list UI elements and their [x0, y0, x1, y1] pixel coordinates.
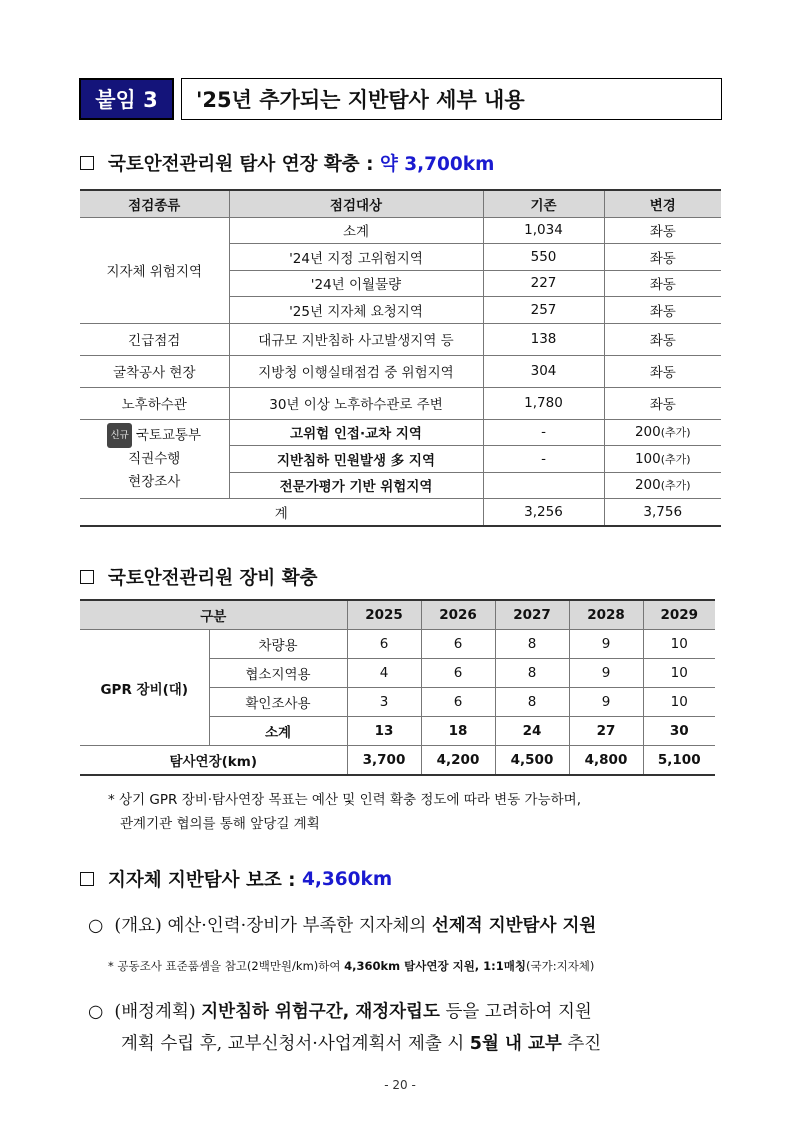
category-line2: 직권수행: [128, 451, 181, 468]
sub-note-suffix: (국가:지자체): [526, 959, 595, 973]
value-cell: 8: [495, 659, 569, 688]
col-header: 구분: [80, 600, 347, 630]
section1-heading: [80, 150, 494, 176]
circle-bullet-icon: ○: [88, 916, 104, 936]
sub-note-prefix: * 공동조사 표준품셈을 참고(2백만원/km)하여: [108, 959, 345, 973]
change-value: 100: [634, 450, 661, 467]
existing-cell: [483, 472, 604, 499]
change-cell: 좌동: [604, 297, 721, 324]
target-cell: 고위험 인접·교차 지역: [229, 419, 483, 446]
row-label: 소계: [209, 717, 347, 746]
existing-cell: 257: [483, 297, 604, 324]
value-cell: 4,500: [495, 746, 569, 776]
value-cell: 10: [643, 659, 715, 688]
change-cell: [604, 446, 721, 473]
value-cell: 13: [347, 717, 421, 746]
col-header: 2027: [495, 600, 569, 630]
change-cell: 좌동: [604, 323, 721, 355]
col-header: 2026: [421, 600, 495, 630]
total-existing: 3,256: [483, 499, 604, 526]
col-header: 2028: [569, 600, 643, 630]
section2-title: 국토안전관리원 장비 확충: [108, 568, 318, 589]
note-line2: 관계기관 협의를 통해 앞당길 계획: [120, 816, 320, 832]
col-header: 2025: [347, 600, 421, 630]
value-cell: 10: [643, 630, 715, 659]
checkbox-square-icon: [80, 570, 94, 584]
col-header: 변경: [604, 190, 721, 217]
section3-title: 지자체 지반탐사 보조 :: [108, 870, 296, 891]
section1-title: 국토안전관리원 탐사 연장 확충 :: [108, 154, 374, 175]
existing-cell: 304: [483, 355, 604, 387]
sub-note-bold: 4,360km 탐사연장 지원, 1:1매칭: [344, 959, 526, 973]
change-cell: [604, 472, 721, 499]
existing-cell: 1,780: [483, 387, 604, 419]
distance-label: 탐사연장(km): [80, 746, 347, 776]
new-badge: 신규: [107, 423, 131, 448]
change-suffix: (추가): [660, 452, 691, 466]
value-cell: 9: [569, 659, 643, 688]
value-cell: 4: [347, 659, 421, 688]
category-line1: 국토교통부: [135, 427, 202, 444]
bullet-text: (배정계획): [114, 1002, 202, 1022]
target-cell: 지반침하 민원발생 多 지역: [229, 446, 483, 473]
section2-heading: [80, 564, 317, 590]
page-title: '25년 추가되는 지반탐사 세부 내용: [181, 78, 722, 120]
target-cell: '24년 이월물량: [229, 270, 483, 297]
checkbox-square-icon: [80, 156, 94, 170]
row-label: 협소지역용: [209, 659, 347, 688]
value-cell: 27: [569, 717, 643, 746]
category-line3: 현장조사: [128, 474, 181, 491]
change-value: 200: [634, 477, 661, 494]
target-cell: '24년 지정 고위험지역: [229, 244, 483, 271]
existing-cell: -: [483, 419, 604, 446]
category-cell: 굴착공사 현장: [80, 355, 229, 387]
existing-cell: 138: [483, 323, 604, 355]
bullet-text: 계획 수립 후, 교부신청서·사업계획서 제출 시: [121, 1034, 470, 1054]
category-cell: 긴급점검: [80, 323, 229, 355]
bullet-text: (개요) 예산·인력·장비가 부족한 지자체의: [114, 916, 432, 936]
change-value: 200: [634, 424, 661, 441]
value-cell: 8: [495, 688, 569, 717]
section3-highlight: 4,360km: [302, 868, 393, 890]
target-cell: 30년 이상 노후하수관로 주변: [229, 387, 483, 419]
category-cell-new: [80, 419, 229, 499]
col-header: 기존: [483, 190, 604, 217]
existing-cell: -: [483, 446, 604, 473]
existing-cell: 550: [483, 244, 604, 271]
note-line1: * 상기 GPR 장비·탐사연장 목표는 예산 및 인력 확충 정도에 따라 변동 가능하며,: [108, 792, 581, 808]
col-header: 점검대상: [229, 190, 483, 217]
bullet-plan: [88, 996, 601, 1060]
change-cell: 좌동: [604, 387, 721, 419]
existing-cell: 227: [483, 270, 604, 297]
change-cell: 좌동: [604, 355, 721, 387]
category-cell: 노후하수관: [80, 387, 229, 419]
bullet-overview: [88, 912, 596, 937]
inspection-table: [80, 189, 721, 527]
value-cell: 6: [421, 630, 495, 659]
checkbox-square-icon: [80, 872, 94, 886]
value-cell: 10: [643, 688, 715, 717]
circle-bullet-icon: ○: [88, 1002, 104, 1022]
value-cell: 6: [421, 659, 495, 688]
section3-heading: [80, 866, 392, 892]
change-suffix: (추가): [660, 426, 691, 440]
category-cell: 지자체 위험지역: [80, 217, 229, 323]
equipment-table: [80, 599, 715, 776]
sub-note: [108, 958, 594, 974]
gpr-group-label: GPR 장비(대): [80, 630, 209, 746]
target-cell: 지방청 이행실태점검 중 위험지역: [229, 355, 483, 387]
value-cell: 4,800: [569, 746, 643, 776]
value-cell: 6: [421, 688, 495, 717]
value-cell: 6: [347, 630, 421, 659]
value-cell: 9: [569, 688, 643, 717]
total-change: 3,756: [604, 499, 721, 526]
value-cell: 3: [347, 688, 421, 717]
bullet-bold: 선제적 지반탐사 지원: [431, 916, 597, 936]
change-cell: 좌동: [604, 244, 721, 271]
target-cell: 대규모 지반침하 사고발생지역 등: [229, 323, 483, 355]
existing-cell: 1,034: [483, 217, 604, 244]
bullet-bold: 5월 내 교부: [469, 1034, 562, 1054]
equipment-note: [108, 788, 581, 836]
section1-highlight: 약 3,700km: [379, 154, 495, 175]
value-cell: 9: [569, 630, 643, 659]
page-number: - 20 -: [384, 1078, 416, 1092]
value-cell: 5,100: [643, 746, 715, 776]
bullet-bold: 지반침하 위험구간, 재정자립도: [201, 1002, 440, 1022]
bullet-text: 등을 고려하여 지원: [439, 1002, 592, 1022]
change-cell: 좌동: [604, 270, 721, 297]
value-cell: 30: [643, 717, 715, 746]
target-cell: '25년 지자체 요청지역: [229, 297, 483, 324]
col-header: 점검종류: [80, 190, 229, 217]
target-cell: 전문가평가 기반 위험지역: [229, 472, 483, 499]
value-cell: 24: [495, 717, 569, 746]
change-cell: [604, 419, 721, 446]
attachment-tag: 붙임 3: [79, 78, 174, 120]
bullet-text: 추진: [561, 1034, 602, 1054]
target-cell: 소계: [229, 217, 483, 244]
total-label: 계: [80, 499, 483, 526]
row-label: 확인조사용: [209, 688, 347, 717]
value-cell: 18: [421, 717, 495, 746]
change-cell: 좌동: [604, 217, 721, 244]
value-cell: 4,200: [421, 746, 495, 776]
col-header: 2029: [643, 600, 715, 630]
value-cell: 8: [495, 630, 569, 659]
value-cell: 3,700: [347, 746, 421, 776]
change-suffix: (추가): [660, 479, 691, 493]
row-label: 차량용: [209, 630, 347, 659]
